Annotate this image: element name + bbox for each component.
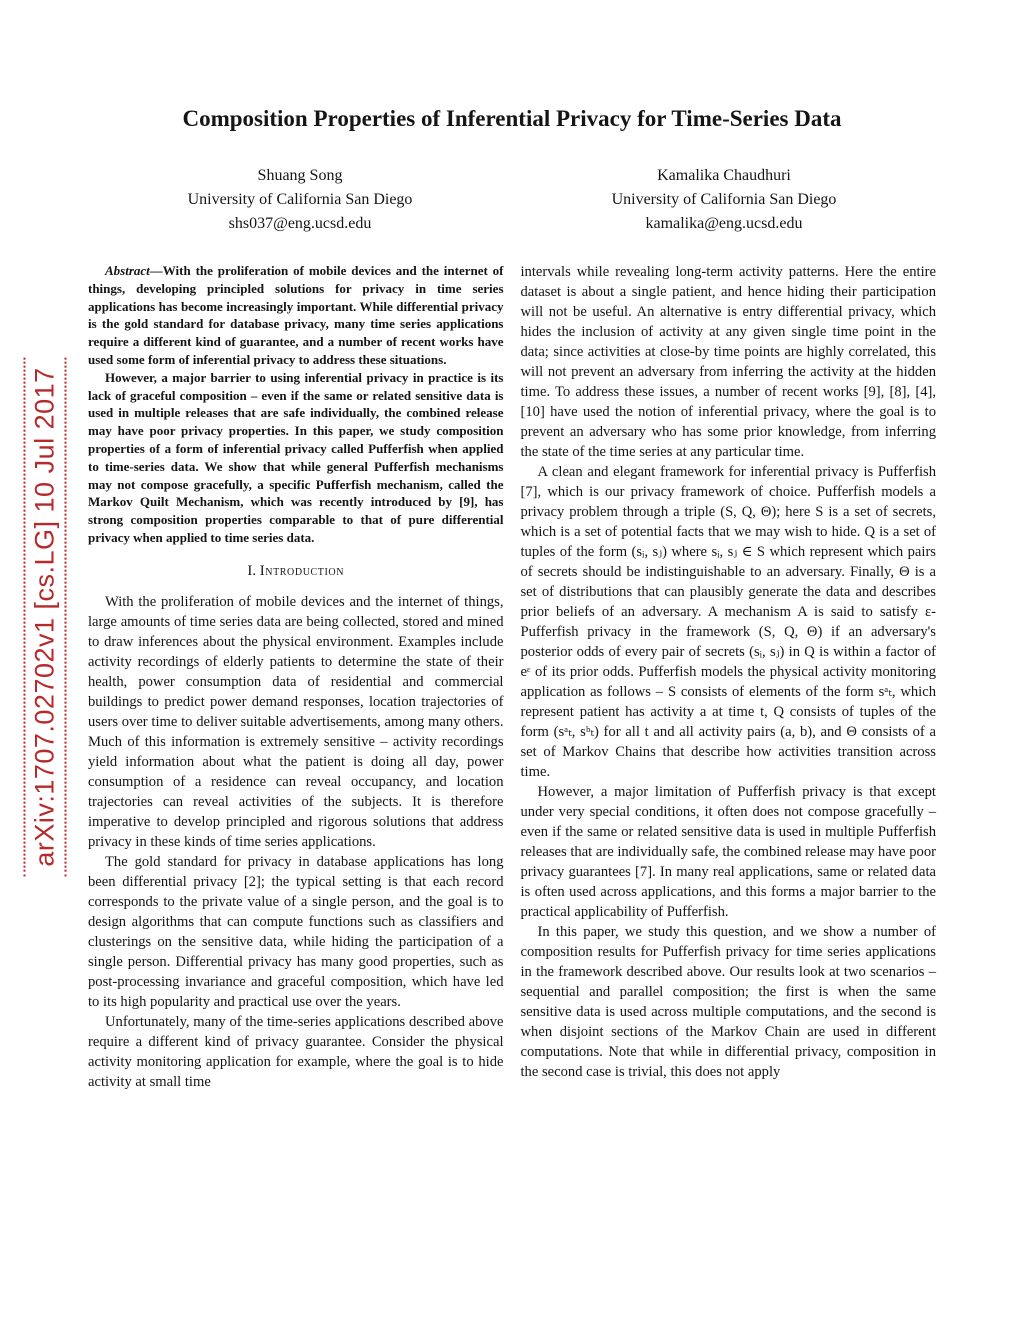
- author-row: [88, 164, 936, 236]
- body-paragraph: A clean and elegant framework for inferential privacy is Pufferfish [7], which is our privacy framework of choice. Pufferfish models a privacy problem through a triple (S, Q, Θ); here S is a set of secrets, which is a set of potential facts that we may wish to hide. Q is a set of tuples of the form (sᵢ, sⱼ) where sᵢ, sⱼ ∈ S which represent which pairs of secrets should be indistinguishable to an adversary. Finally, Θ is a set of distributions that can plausibly generate the data and describes prior beliefs of an adversary. A mechanism A is said to satisfy ε-Pufferfish privacy in the framework (S, Q, Θ) if an adversary's posterior odds of every pair of secrets (sᵢ, sⱼ) in Q is within a factor of eᵋ of its prior odds. Pufferfish models the physical activity monitoring application as follows – S consists of elements of the form sᵃₜ, which represent patient has activity a at time t, Q consists of tuples of the form (sᵃₜ, sᵇₜ) for all t and all activity pairs (a, b), and Θ consists of a set of Markov Chains that describe how activities transition across time.: [520, 464, 936, 780]
- body-paragraph: The gold standard for privacy in database applications has long been differential privacy [2]; the typical setting is that each record corresponds to the private value of a single person, and the goal is to design algorithms that can compute functions such as classifiers and clusterings on the sensitive data, while hiding the participation of a single person. Differential privacy has many good properties, such as post-processing invariance and graceful composition, which have led to its high popularity and practical use over the years.: [88, 853, 504, 1010]
- body-paragraph: intervals while revealing long-term activity patterns. Here the entire dataset is about a single patient, and hence hiding their participation will not be useful. An alternative is entry differential privacy, which hides the inclusion of activity at any given single time point in the data; since activities at close-by time points are highly correlated, this will not prevent an adversary from inferring the activity at the hidden time. To address these issues, a number of recent works [9], [8], [4], [10] have used the notion of inferential privacy, where the goal is to prevent an adversary who has some prior knowledge, from inferring the state of the time series at any particular time.: [520, 264, 936, 460]
- right-column: [521, 262, 937, 1092]
- author-block: [512, 164, 936, 236]
- section-title: Introduction: [259, 562, 345, 579]
- body-paragraph: With the proliferation of mobile devices and the internet of things, large amounts of time series data are being collected, stored and mined to draw inferences about the physical environment. Examples include activity recordings of elderly patients to determine the state of their health, power consumption data of residential and commercial buildings to predict power demand responses, location trajectories of users over time to deliver suitable advertisements, among many others. Much of this information is extremely sensitive – activity recordings yield information about what the patient is doing all day, power consumption of a residence can reveal occupancy, and location trajectories can reveal activities of the subjects. It is therefore imperative to develop principled and rigorous solutions that address privacy in these kinds of time series applications.: [88, 593, 504, 850]
- section-heading: [88, 561, 504, 581]
- abstract-lead: Abstract—: [105, 263, 163, 278]
- body-paragraph: Unfortunately, many of the time-series applications described above require a different kind of privacy guarantee. Consider the physical activity monitoring application for example, where the goal is to hide activity at small time: [88, 1013, 504, 1090]
- author-affiliation: University of California San Diego: [611, 191, 837, 208]
- author-email: kamalika@eng.ucsd.edu: [645, 215, 803, 232]
- arxiv-watermark: arXiv:1707.02702v1 [cs.LG] 10 Jul 2017: [24, 357, 67, 876]
- left-column: [88, 262, 504, 1092]
- body-paragraph: However, a major limitation of Pufferfish privacy is that except under very special conditions, it often does not compose gracefully – even if the same or related sensitive data is used in multiple Pufferfish releases that are individually safe, the combined release may have poor privacy guarantees [7]. In many real applications, same or related data is often used across applications, and this forms a major barrier to the practical applicability of Pufferfish.: [520, 784, 936, 920]
- body-paragraph: In this paper, we study this question, and we show a number of composition results for Pufferfish privacy for time series applications in the framework described above. Our results look at two scenarios – sequential and parallel composition; the first is when the same sensitive data is used across multiple computations, and the second is when disjoint sections of the Markov Chain are used in different computations. Note that while in differential privacy, composition in the second case is trivial, this does not apply: [520, 924, 936, 1080]
- author-email: shs037@eng.ucsd.edu: [228, 215, 372, 232]
- author-name: Kamalika Chaudhuri: [657, 167, 791, 184]
- abstract-paragraph: [88, 262, 504, 369]
- abstract-text: With the proliferation of mobile devices and the internet of things, developing principled solutions for privacy in time series applications has become increasingly important. While differential privacy is the gold standard for database privacy, many time series applications require a different kind of guarantee, and a number of recent works have used some form of inferential privacy to address these situations.: [88, 263, 504, 367]
- author-block: [88, 164, 512, 236]
- paper-content: [0, 106, 1024, 1092]
- two-column-body: [88, 262, 936, 1092]
- author-name: Shuang Song: [257, 167, 343, 184]
- abstract-paragraph: However, a major barrier to using inferential privacy in practice is its lack of graceful composition – even if the same or related sensitive data is used in multiple releases that are safe individually, the combined release may have poor privacy properties. In this paper, we study composition properties of a form of inferential privacy called Pufferfish when applied to time-series data. We show that while general Pufferfish mechanisms may not compose gracefully, a specific Pufferfish mechanism, called the Markov Quilt Mechanism, which was recently introduced by [9], has strong composition properties comparable to that of pure differential privacy when applied to time series data.: [88, 369, 504, 545]
- author-affiliation: University of California San Diego: [187, 191, 413, 208]
- section-number: I.: [247, 562, 257, 579]
- paper-title: Composition Properties of Inferential Privacy for Time-Series Data: [182, 106, 842, 131]
